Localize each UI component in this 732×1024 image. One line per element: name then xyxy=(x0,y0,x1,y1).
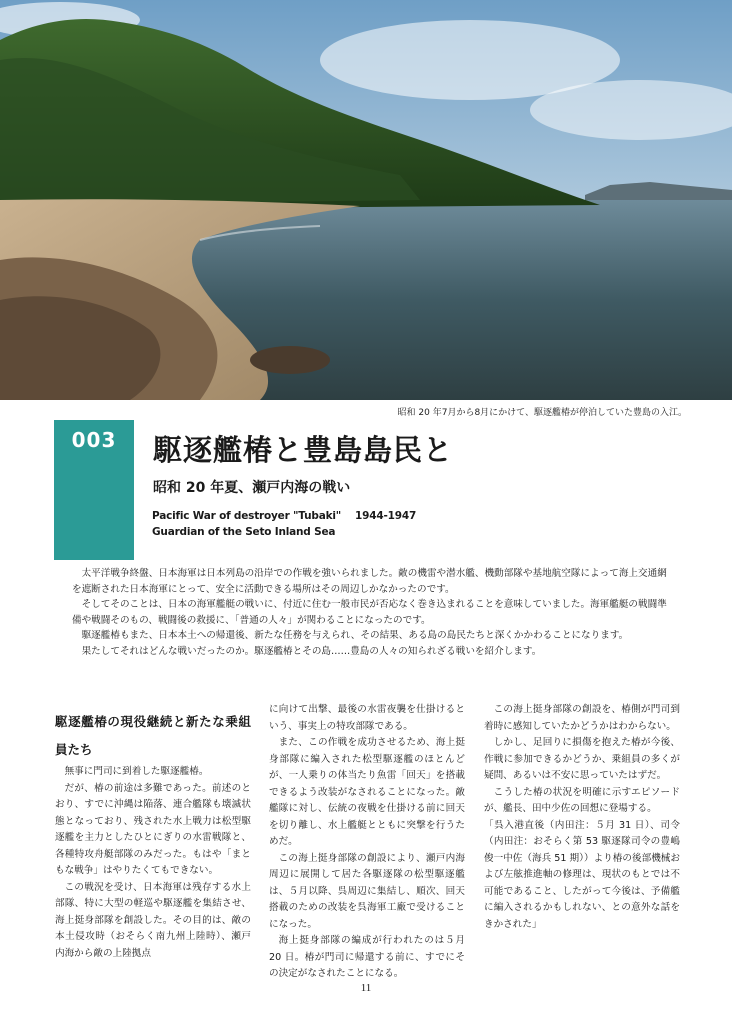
page-number: 11 xyxy=(360,982,372,994)
intro-lead xyxy=(72,566,672,660)
english-title: Pacific War of destroyer "Tubaki" xyxy=(152,510,342,522)
english-title-line xyxy=(152,510,416,522)
intro-paragraph: 太平洋戦争終盤、日本海軍は日本列島の沿岸での作戦を強いられました。敵の機雷や潜水艦、機動部隊や基地航空隊によって海上交通網を遮断された日本海軍にとって、安全に活動できる場所はその周辺しかなかったのです。 xyxy=(72,568,667,595)
english-subtitle: Guardian of the Seto Inland Sea xyxy=(152,526,336,538)
article-number: 003 xyxy=(71,428,117,452)
section-heading: 駆逐艦椿の現役継続と新たな乗組員たち xyxy=(55,714,251,757)
intro-paragraph: そしてそのことは、日本の海軍艦艇の戦いに、付近に住む一般市民が否応なく巻き込まれることを意味していました。海軍艦艇の戦闘準備や戦闘そのもの、戦闘後の救援に、「普通の人々」が関わることになったのです。 xyxy=(72,599,667,626)
body-paragraph: この海上挺身部隊の創設により、瀬戸内海周辺に展開して居た各駆逐隊の松型駆逐艦は、５月以降、呉周辺に集結し、順次、回天搭載のための改装を呉海軍工廠で受けることになった。 xyxy=(269,852,465,930)
body-paragraph: 無事に門司に到着した駆逐艦椿。 xyxy=(64,766,209,777)
body-paragraph: こうした椿の状況を明確に示すエピソードが、艦長、田中少佐の回想に登場する。 xyxy=(484,786,680,814)
body-paragraph: しかし、足回りに損傷を抱えた椿が今後、作戦に参加できるかどうか、乗組員の多くが疑問、あるいは不安に思っていたはずだ。 xyxy=(484,737,680,781)
article-number-block xyxy=(54,420,134,560)
article-subtitle: 昭和 20 年夏、瀬戸内海の戦い xyxy=(153,480,351,496)
body-paragraph: また、この作戦を成功させるため、海上挺身部隊に編入された松型駆逐艦のほとんどが、一人乗りの体当たり魚雷「回天」を搭載できるよう改装がなされることになった。敵艦隊に対し、伝統の夜戦を仕掛ける前に回天を切り離し、水上艦艇とともに突撃を行うためだ。 xyxy=(269,737,465,847)
article-title: 駆逐艦椿と豊島島民と xyxy=(153,433,454,467)
body-paragraph: この戦況を受け、日本海軍は残存する水上部隊、特に大型の軽巡や駆逐艦を集結させ、海上挺身部隊を創設した。その目的は、敵の本土侵攻時（おそらく南九州上陸時）、瀬戸内海から敵の上陸拠点 xyxy=(55,881,251,959)
captain-quote: 「呉入港直後（内田注：５月 31 日）、司令（内田注：おそらく第 53 駆逐隊司令の豊嶋俊一中佐（海兵 51 期））より椿の後部機械および左舷推進軸の修理は、現状のもとでは不可能であること、したがって今後は、予備艦に編入されるかもしれない、との意外な話をきかされた」 xyxy=(484,819,680,930)
intro-paragraph: 駆逐艦椿もまた、日本本土への帰還後、新たな任務を与えられ、その結果、ある島の島民たちと深くかかわることになります。 xyxy=(81,630,629,642)
body-paragraph: だが、椿の前途は多難であった。前述のとおり、すでに沖縄は陥落、連合艦隊も壊滅状態となっており、残された水上戦力は松型駆逐艦を主力としたひとにぎりの水雷戦隊と、各種特攻舟艇部隊のみだった。もはや「まともな戦争」はやりたくてもできない。 xyxy=(55,782,251,876)
body-paragraph: この海上挺身部隊の創設を、椿側が門司到着時に感知していたかどうかはわからない。 xyxy=(484,704,680,732)
english-years: 1944-1947 xyxy=(355,510,417,522)
body-paragraph: 海上挺身部隊の編成が行われたのは５月 20 日。椿が門司に帰還する前に、すでにその決定がなされたことになる。 xyxy=(269,935,465,979)
photo-caption: 昭和 20 年7月から8月にかけて、駆逐艦椿が停泊していた豊島の入江。 xyxy=(397,408,687,418)
intro-paragraph: 果たしてそれはどんな戦いだったのか。駆逐艦椿とその島……豊島の人々の知られざる戦いを紹介します。 xyxy=(81,645,542,657)
body-column-1 xyxy=(55,708,251,962)
cove-photo xyxy=(0,0,732,400)
body-column-2 xyxy=(269,702,465,983)
body-column-3 xyxy=(484,702,680,933)
body-paragraph: に向けて出撃、最後の水雷夜襲を仕掛けるという、事実上の特攻部隊である。 xyxy=(269,704,465,732)
